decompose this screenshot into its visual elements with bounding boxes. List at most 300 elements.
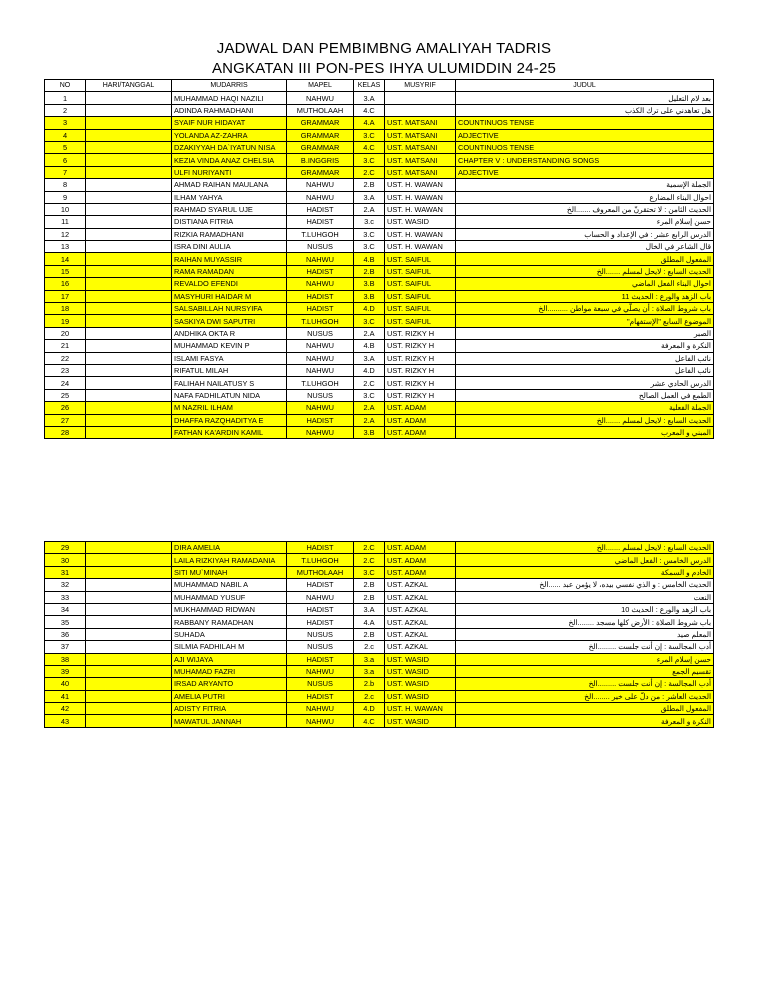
row-mudarris: FATHAN KA'ARDIN KAMIL [172,426,287,438]
row-kelas: 3.C [354,228,385,240]
row-judul: ADJECTIVE [456,129,714,141]
row-mapel: NAHWU [287,665,354,677]
row-mudarris: RAHMAD SYARUL UJE [172,203,287,215]
table-row [45,715,714,727]
row-kelas: 3.C [354,315,385,327]
row-mapel: NUSUS [287,641,354,653]
row-kelas: 3.A [354,603,385,615]
row-hari-tanggal [86,389,172,401]
row-musyrif: UST. ADAM [385,414,456,426]
row-judul: حسن إسلام المرء [456,653,714,665]
row-hari-tanggal [86,191,172,203]
row-hari-tanggal [86,166,172,178]
table-row [45,141,714,153]
table-row [45,402,714,414]
row-mudarris: SYAIF NUR HIDAYAT [172,117,287,129]
row-judul: باب شروط الصلاة : الأرض كلها مسجد ........الخ [456,616,714,628]
row-mapel: HADIST [287,579,354,591]
table-row [45,703,714,715]
row-musyrif: UST. RIZKY H [385,364,456,376]
table-row [45,315,714,327]
row-kelas: 2.A [354,414,385,426]
row-mudarris: DHAFFA RAZQHADITYA E [172,414,287,426]
row-mudarris: RAIHAN MUYASSIR [172,253,287,265]
row-kelas: 2.B [354,179,385,191]
table-row [45,554,714,566]
table-row [45,191,714,203]
row-musyrif: UST. H. WAWAN [385,241,456,253]
row-number: 7 [45,166,86,178]
row-mapel: NUSUS [287,389,354,401]
row-mudarris: MUHAMMAD HAQI NAZILI [172,92,287,104]
row-musyrif: UST. RIZKY H [385,340,456,352]
header-mapel: MAPEL [287,80,354,92]
row-number: 30 [45,554,86,566]
row-mapel: GRAMMAR [287,141,354,153]
row-kelas: 2.C [354,166,385,178]
row-mapel: NAHWU [287,715,354,727]
row-hari-tanggal [86,616,172,628]
table-row [45,327,714,339]
row-mapel: T.LUHGOH [287,315,354,327]
row-mapel: NAHWU [287,340,354,352]
row-kelas: 3.c [354,216,385,228]
row-judul: COUNTINUOS TENSE [456,141,714,153]
table-body-1 [45,92,714,439]
row-number: 10 [45,203,86,215]
row-number: 1 [45,92,86,104]
header-hari-tanggal: HARI/TANGGAL [86,80,172,92]
row-number: 16 [45,278,86,290]
row-number: 11 [45,216,86,228]
table-row [45,203,714,215]
row-number: 33 [45,591,86,603]
row-hari-tanggal [86,340,172,352]
row-number: 21 [45,340,86,352]
table-row [45,616,714,628]
row-mudarris: ANDHIKA OKTA R [172,327,287,339]
row-mudarris: RIZKIA RAMADHANI [172,228,287,240]
row-hari-tanggal [86,665,172,677]
row-hari-tanggal [86,678,172,690]
row-judul: باب شروط الصلاة : أن يصلّي في سبعة مواطن ..........الخ [456,303,714,315]
row-mapel: HADIST [287,303,354,315]
row-number: 13 [45,241,86,253]
row-hari-tanggal [86,154,172,166]
row-mudarris: SILMIA FADHILAH M [172,641,287,653]
row-kelas: 3.A [354,191,385,203]
table-row [45,364,714,376]
row-mapel: NAHWU [287,179,354,191]
row-mudarris: MUHAMMAD NABIL A [172,579,287,591]
row-kelas: 4.A [354,616,385,628]
row-hari-tanggal [86,641,172,653]
table-row [45,377,714,389]
row-musyrif: UST. SAIFUL [385,265,456,277]
row-kelas: 3.C [354,154,385,166]
row-number: 39 [45,665,86,677]
row-kelas: 3.C [354,241,385,253]
row-musyrif: UST. SAIFUL [385,315,456,327]
row-kelas: 2.B [354,579,385,591]
row-hari-tanggal [86,241,172,253]
row-hari-tanggal [86,228,172,240]
row-number: 41 [45,690,86,702]
row-mapel: NAHWU [287,402,354,414]
header-mudarris: MUDARRIS [172,80,287,92]
row-musyrif: UST. ADAM [385,554,456,566]
row-musyrif: UST. WASID [385,678,456,690]
row-judul: باب الزهد والورع : الحديث 10 [456,603,714,615]
row-musyrif: UST. AZKAL [385,628,456,640]
table-row [45,352,714,364]
row-number: 40 [45,678,86,690]
row-mapel: NAHWU [287,426,354,438]
table-row [45,104,714,116]
row-hari-tanggal [86,690,172,702]
table-row [45,641,714,653]
row-mudarris: ILHAM YAHYA [172,191,287,203]
table-row [45,216,714,228]
row-mudarris: DISTIANA FITRIA [172,216,287,228]
row-musyrif: UST. WASID [385,653,456,665]
row-hari-tanggal [86,352,172,364]
row-judul: قال الشاعر في الخال [456,241,714,253]
row-mudarris: LAILA RIZKIYAH RAMADANIA [172,554,287,566]
row-kelas: 2.C [354,377,385,389]
row-hari-tanggal [86,179,172,191]
table-row [45,690,714,702]
row-number: 35 [45,616,86,628]
table-row [45,278,714,290]
row-mapel: NAHWU [287,278,354,290]
row-judul: المبني و المعرب [456,426,714,438]
row-judul: الحديث السابع : لايحل لمسلم .......الخ [456,265,714,277]
row-hari-tanggal [86,542,172,554]
row-judul: المفعول المطلق [456,703,714,715]
row-number: 12 [45,228,86,240]
row-hari-tanggal [86,402,172,414]
row-number: 20 [45,327,86,339]
row-kelas: 2.c [354,690,385,702]
row-musyrif: UST. H. WAWAN [385,703,456,715]
row-judul: الجملة الإسمية [456,179,714,191]
row-mapel: HADIST [287,265,354,277]
row-mapel: NUSUS [287,628,354,640]
row-judul: CHAPTER V : UNDERSTANDING SONGS [456,154,714,166]
row-mudarris: KEZIA VINDA ANAZ CHELSIA [172,154,287,166]
row-musyrif: UST. WASID [385,715,456,727]
row-mapel: MUTHOLAAH [287,566,354,578]
row-mapel: NUSUS [287,327,354,339]
row-mudarris: MUHAMMAD YUSUF [172,591,287,603]
table-body-2 [45,542,714,728]
row-number: 34 [45,603,86,615]
row-kelas: 3.C [354,566,385,578]
row-mudarris: SITI MU`MINAH [172,566,287,578]
row-number: 37 [45,641,86,653]
row-kelas: 4.D [354,703,385,715]
row-hari-tanggal [86,315,172,327]
row-musyrif: UST. MATSANI [385,154,456,166]
row-musyrif: UST. MATSANI [385,166,456,178]
row-mapel: NUSUS [287,241,354,253]
row-judul: احوال البناء المضارع [456,191,714,203]
row-judul: نائب الفاعل [456,364,714,376]
row-hari-tanggal [86,579,172,591]
row-hari-tanggal [86,426,172,438]
row-kelas: 3.B [354,290,385,302]
row-kelas: 2.B [354,265,385,277]
row-mapel: B.INGGRIS [287,154,354,166]
row-judul: نائب الفاعل [456,352,714,364]
row-kelas: 3.a [354,665,385,677]
row-mapel: T.LUHGOH [287,377,354,389]
row-mapel: HADIST [287,203,354,215]
table-row [45,566,714,578]
row-judul: النعت [456,591,714,603]
row-musyrif: UST. ADAM [385,402,456,414]
row-judul: الدرس الرابع عشر : في الإعداد و الحساب [456,228,714,240]
table-row [45,241,714,253]
row-musyrif: UST. H. WAWAN [385,203,456,215]
row-judul: الخادم و السمكة [456,566,714,578]
row-hari-tanggal [86,303,172,315]
row-kelas: 3.C [354,389,385,401]
row-mudarris: SASKIYA DWI SAPUTRI [172,315,287,327]
row-hari-tanggal [86,92,172,104]
row-kelas: 2.C [354,542,385,554]
document-title-line2: ANGKATAN III PON-PES IHYA ULUMIDDIN 24-25 [211,60,557,77]
row-hari-tanggal [86,566,172,578]
row-number: 32 [45,579,86,591]
row-mudarris: MUHAMMAD KEVIN P [172,340,287,352]
row-mudarris: ULFI NURIYANTI [172,166,287,178]
row-number: 42 [45,703,86,715]
row-number: 5 [45,141,86,153]
row-musyrif: UST. H. WAWAN [385,191,456,203]
table-row [45,389,714,401]
row-judul: الصبر [456,327,714,339]
row-mudarris: FALIHAH NAILATUSY S [172,377,287,389]
row-kelas: 3.B [354,426,385,438]
table-row [45,665,714,677]
row-mapel: NAHWU [287,253,354,265]
table-row [45,303,714,315]
row-mudarris: RIFATUL MILAH [172,364,287,376]
row-judul: حسن إسلام المرء [456,216,714,228]
row-mudarris: ISLAMI FASYA [172,352,287,364]
table-row [45,542,714,554]
row-mudarris: SUHADA [172,628,287,640]
row-musyrif [385,92,456,104]
table-row [45,603,714,615]
row-judul: النكرة و المعرفة [456,715,714,727]
row-mudarris: ADISTY FITRIA [172,703,287,715]
row-kelas: 4.B [354,253,385,265]
row-judul: COUNTINUOS TENSE [456,117,714,129]
row-hari-tanggal [86,290,172,302]
row-musyrif: UST. ADAM [385,566,456,578]
row-mapel: HADIST [287,414,354,426]
row-number: 17 [45,290,86,302]
row-mapel: GRAMMAR [287,117,354,129]
row-mudarris: MUKHAMMAD RIDWAN [172,603,287,615]
row-mapel: GRAMMAR [287,129,354,141]
row-number: 43 [45,715,86,727]
row-mudarris: AMELIA PUTRI [172,690,287,702]
row-number: 28 [45,426,86,438]
row-number: 3 [45,117,86,129]
row-mudarris: RABBANY RAMADHAN [172,616,287,628]
header-musyrif: MUSYRIF [385,80,456,92]
row-number: 38 [45,653,86,665]
row-number: 31 [45,566,86,578]
row-hari-tanggal [86,129,172,141]
row-mudarris: MASYHURI HAIDAR M [172,290,287,302]
table-row [45,92,714,104]
row-musyrif: UST. MATSANI [385,117,456,129]
row-number: 9 [45,191,86,203]
row-kelas: 3.a [354,653,385,665]
row-judul: الحديث السابع : لايحل لمسلم .......الخ [456,414,714,426]
row-musyrif: UST. H. WAWAN [385,228,456,240]
row-hari-tanggal [86,554,172,566]
row-musyrif: UST. AZKAL [385,579,456,591]
schedule-table-2 [44,541,714,728]
table-row [45,653,714,665]
row-mapel: HADIST [287,542,354,554]
row-mapel: HADIST [287,690,354,702]
row-mudarris: ISRA DINI AULIA [172,241,287,253]
row-kelas: 3.A [354,92,385,104]
row-mapel: GRAMMAR [287,166,354,178]
row-mapel: HADIST [287,216,354,228]
row-hari-tanggal [86,715,172,727]
row-hari-tanggal [86,104,172,116]
row-number: 26 [45,402,86,414]
row-musyrif: UST. SAIFUL [385,290,456,302]
row-number: 2 [45,104,86,116]
row-mudarris: AHMAD RAIHAN MAULANA [172,179,287,191]
row-mudarris: AJI WIJAYA [172,653,287,665]
row-mudarris: YOLANDA AZ-ZAHRA [172,129,287,141]
row-judul: المفعول المطلق [456,253,714,265]
row-hari-tanggal [86,327,172,339]
row-mapel: NAHWU [287,364,354,376]
row-judul: الطمع في العمل الصالح [456,389,714,401]
row-judul: الدرس الحادي عشر [456,377,714,389]
header-kelas: KELAS [354,80,385,92]
table-row [45,579,714,591]
row-number: 15 [45,265,86,277]
row-musyrif: UST. ADAM [385,426,456,438]
row-judul: باب الزهد والورع : الحديث 11 [456,290,714,302]
row-kelas: 4.C [354,715,385,727]
header-no: NO [45,80,86,92]
row-musyrif: UST. RIZKY H [385,327,456,339]
row-mudarris: M NAZRIL ILHAM [172,402,287,414]
row-number: 24 [45,377,86,389]
row-kelas: 2.A [354,402,385,414]
row-mapel: T.LUHGOH [287,554,354,566]
row-mudarris: RAMA RAMADAN [172,265,287,277]
table-row [45,154,714,166]
row-kelas: 4.C [354,104,385,116]
row-hari-tanggal [86,278,172,290]
row-hari-tanggal [86,653,172,665]
row-mudarris: SALSABILLAH NURSYIFA [172,303,287,315]
row-musyrif: UST. SAIFUL [385,253,456,265]
row-musyrif: UST. SAIFUL [385,303,456,315]
row-judul: بعد لام التعليل [456,92,714,104]
row-musyrif: UST. RIZKY H [385,377,456,389]
row-mapel: NAHWU [287,191,354,203]
row-mudarris: MUHAMAD FAZRI [172,665,287,677]
table-row [45,414,714,426]
table-row [45,253,714,265]
row-hari-tanggal [86,364,172,376]
row-judul: الحديث السابع : لايحل لمسلم .......الخ [456,542,714,554]
row-number: 19 [45,315,86,327]
row-number: 25 [45,389,86,401]
row-kelas: 4.C [354,141,385,153]
row-judul: هل تعاهدني على ترك الكذب [456,104,714,116]
table-row [45,117,714,129]
row-number: 4 [45,129,86,141]
row-musyrif: UST. RIZKY H [385,389,456,401]
row-number: 14 [45,253,86,265]
row-musyrif: UST. WASID [385,690,456,702]
row-mapel: NAHWU [287,92,354,104]
row-number: 18 [45,303,86,315]
row-mudarris: REVALDO EFENDI [172,278,287,290]
row-musyrif: UST. WASID [385,665,456,677]
row-mapel: HADIST [287,616,354,628]
row-hari-tanggal [86,265,172,277]
row-number: 22 [45,352,86,364]
row-kelas: 2.B [354,628,385,640]
row-kelas: 4.A [354,117,385,129]
row-musyrif: UST. AZKAL [385,603,456,615]
row-musyrif: UST. SAIFUL [385,278,456,290]
row-judul: أدب المجالسة : إن أنت جلست .........الخ [456,678,714,690]
row-judul: تقسيم الجمع [456,665,714,677]
row-kelas: 2.c [354,641,385,653]
row-judul: الحديث العاشر : من دلّ على خير ........الخ [456,690,714,702]
table-row [45,290,714,302]
row-musyrif: UST. AZKAL [385,616,456,628]
row-kelas: 3.B [354,278,385,290]
row-mudarris: DZAKIYYAH DA`IYATUN NISA [172,141,287,153]
row-number: 27 [45,414,86,426]
row-musyrif: UST. MATSANI [385,141,456,153]
row-kelas: 4.D [354,303,385,315]
row-mapel: MUTHOLAAH [287,104,354,116]
row-judul: الجملة الفعلية [456,402,714,414]
table-row [45,426,714,438]
row-mudarris: ADINDA RAHMADHANI [172,104,287,116]
row-number: 23 [45,364,86,376]
row-mudarris: DIRA AMELIA [172,542,287,554]
table-row [45,628,714,640]
row-hari-tanggal [86,216,172,228]
table-row [45,129,714,141]
row-mapel: HADIST [287,653,354,665]
row-mapel: NAHWU [287,591,354,603]
row-musyrif: UST. AZKAL [385,591,456,603]
document-title-line1: JADWAL DAN PEMBIMBNG AMALIYAH TADRIS [216,40,552,57]
